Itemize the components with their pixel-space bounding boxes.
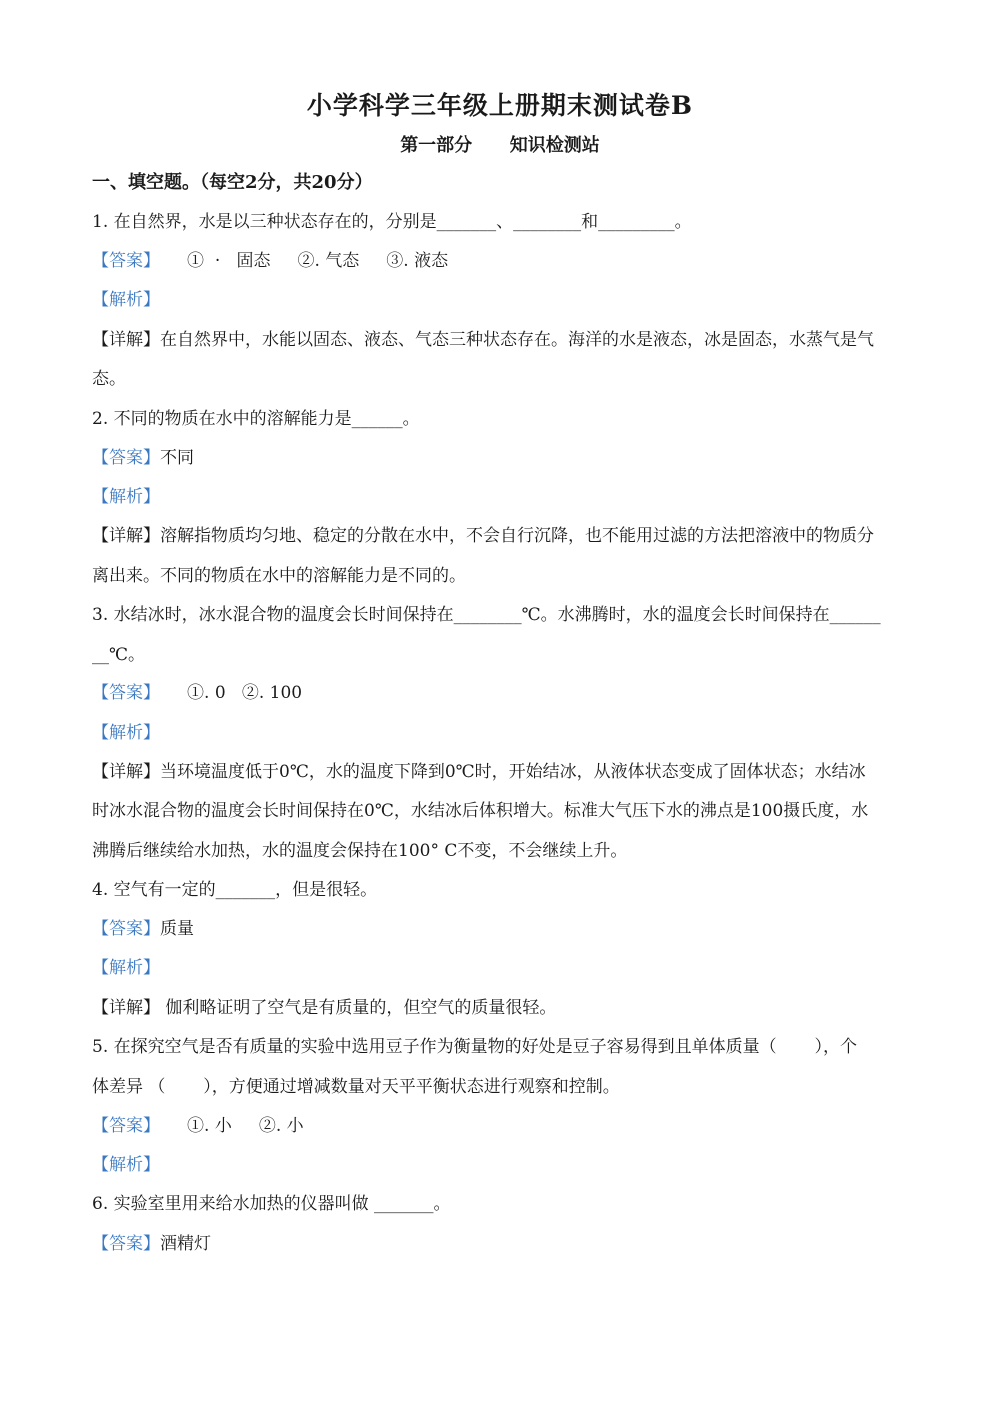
question-5-cont: 体差异 （ ），方便通过增减数量对天平平衡状态进行观察和控制。: [92, 1077, 620, 1097]
detail-row-3: [92, 760, 922, 784]
answer-row-3: [92, 681, 922, 705]
section-heading: 一、填空题。（每空2分，共20分）: [92, 172, 373, 193]
answer-tag: 【答案】: [92, 1234, 160, 1254]
analysis-row-2: [92, 485, 922, 509]
question-5: 5. 在探究空气是否有质量的实验中选用豆子作为衡量物的好处是豆子容易得到且单体质量（ ），个: [92, 1037, 857, 1057]
answer-text: ①. 0 ②. 100: [160, 683, 303, 703]
analysis-row-1: [92, 288, 922, 312]
detail-row-1-cont: 态。: [92, 369, 126, 389]
analysis-tag: 【解析】: [92, 290, 160, 310]
question-1: 1. 在自然界，水是以三种状态存在的，分别是_______、________和_________。: [92, 212, 692, 232]
detail-tag: 【详解】: [92, 998, 160, 1018]
detail-text: 溶解指物质均匀地、稳定的分散在水中，不会自行沉降，也不能用过滤的方法把溶液中的物质分: [160, 526, 874, 546]
answer-tag: 【答案】: [92, 919, 160, 939]
analysis-row-4: [92, 956, 922, 980]
answer-tag: 【答案】: [92, 1116, 160, 1136]
detail-row-4: [92, 996, 922, 1020]
analysis-tag: 【解析】: [92, 958, 160, 978]
analysis-tag: 【解析】: [92, 487, 160, 507]
answer-row-5: [92, 1114, 922, 1138]
answer-tag: 【答案】: [92, 448, 160, 468]
question-2: 2. 不同的物质在水中的溶解能力是______。: [92, 409, 420, 429]
question-3: 3. 水结冰时，冰水混合物的温度会长时间保持在________℃。水沸腾时，水的温度会长时间保持在______: [92, 605, 881, 625]
detail-row-2-cont: 离出来。不同的物质在水中的溶解能力是不同的。: [92, 566, 466, 586]
detail-tag: 【详解】: [92, 330, 160, 350]
question-4: 4. 空气有一定的_______，但是很轻。: [92, 880, 378, 900]
question-6: 6. 实验室里用来给水加热的仪器叫做 _______。: [92, 1194, 451, 1214]
answer-text: 不同: [160, 448, 194, 468]
page-title: 小学科学三年级上册期末测试卷B: [306, 91, 694, 120]
detail-text: 在自然界中，水能以固态、液态、气态三种状态存在。海洋的水是液态，冰是固态，水蒸气是气: [160, 330, 874, 350]
detail-row-3-cont2: 沸腾后继续给水加热，水的温度会保持在100° C不变，不会继续上升。: [92, 841, 628, 861]
analysis-tag: 【解析】: [92, 1155, 160, 1175]
answer-tag: 【答案】: [92, 683, 160, 703]
answer-row-4: [92, 917, 922, 941]
detail-tag: 【详解】: [92, 526, 160, 546]
answer-tag: 【答案】: [92, 251, 160, 271]
detail-text: 伽利略证明了空气是有质量的，但空气的质量很轻。: [160, 998, 557, 1018]
detail-text: 当环境温度低于0℃，水的温度下降到0℃时，开始结冰，从液体状态变成了固体状态；水结冰: [160, 762, 866, 782]
analysis-row-5: [92, 1153, 922, 1177]
detail-tag: 【详解】: [92, 762, 160, 782]
analysis-row-3: [92, 721, 922, 745]
answer-text: 质量: [160, 919, 194, 939]
page-subtitle: 第一部分 知识检测站: [400, 135, 600, 156]
answer-row-6: [92, 1232, 922, 1256]
answer-row-2: [92, 446, 922, 470]
detail-row-1: [92, 328, 922, 352]
detail-row-3-cont: 时冰水混合物的温度会长时间保持在0℃，水结冰后体积增大。标准大气压下水的沸点是100摄氏度，水: [92, 801, 869, 821]
answer-text: ①. 小 ②. 小: [160, 1116, 304, 1136]
answer-text: ① · 固态 ②. 气态 ③. 液态: [160, 251, 449, 271]
answer-text: 酒精灯: [160, 1234, 211, 1254]
analysis-tag: 【解析】: [92, 723, 160, 743]
answer-row-1: [92, 249, 922, 273]
question-3-cont: __℃。: [92, 645, 146, 665]
detail-row-2: [92, 524, 922, 548]
